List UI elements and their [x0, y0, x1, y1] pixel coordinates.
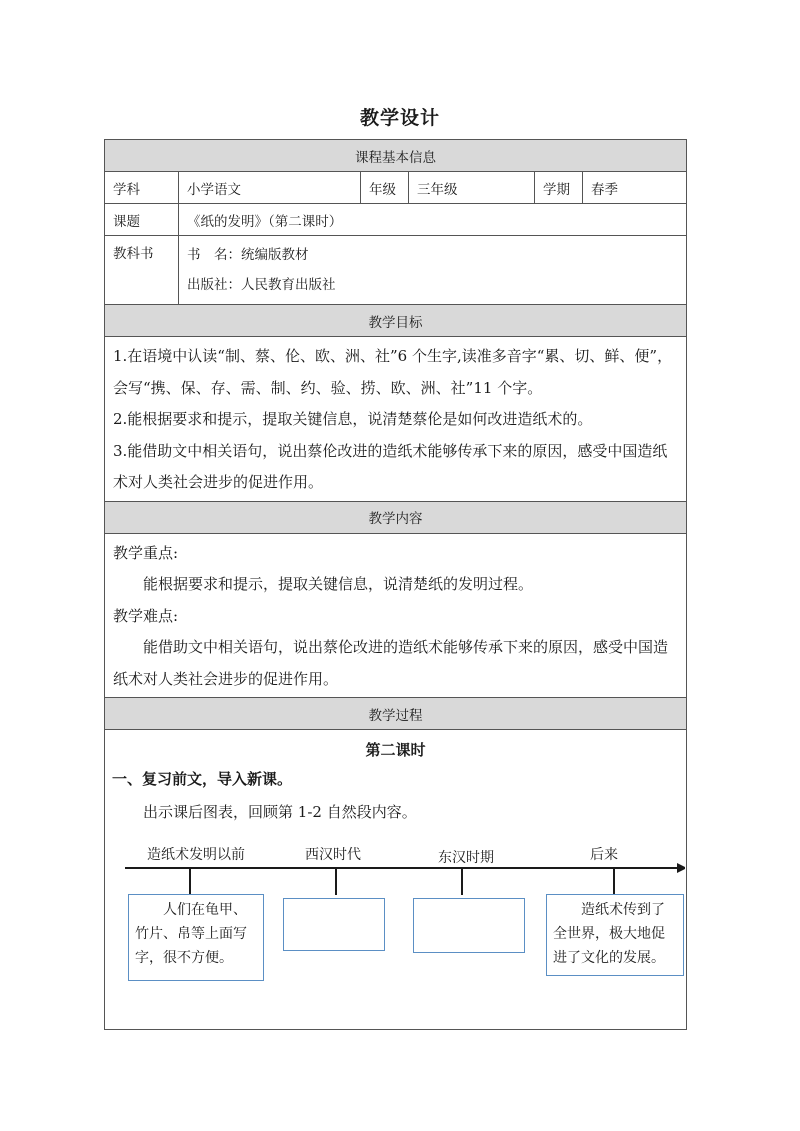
- timeline-box-eastern-han: [413, 898, 525, 953]
- topic-label: 课题: [105, 204, 179, 236]
- objectives-cell: [105, 337, 687, 502]
- textbook-label: 教科书: [105, 236, 179, 305]
- timeline-label: 东汉时期: [438, 850, 494, 866]
- textbook-publisher: 出版社：人民教育出版社: [187, 277, 336, 293]
- objective-item: 2.能根据要求和提示，提取关键信息，说清楚蔡伦是如何改进造纸术的。: [113, 410, 593, 428]
- key-point-text: 能根据要求和提示，提取关键信息，说清楚纸的发明过程。: [143, 575, 534, 593]
- section-header-basic-info: 课程基本信息: [105, 140, 687, 172]
- difficulty-text: 能借助文中相关语句，说出蔡伦改进的造纸术能够传承下来的原因，感受中国造纸术对人类社会进步的促进作用。: [113, 638, 669, 688]
- term-value: 春季: [583, 172, 687, 204]
- timeline-box-before: 人们在龟甲、竹片、帛等上面写字，很不方便。: [128, 894, 264, 981]
- objective-item: 1.在语境中认读“制、蔡、伦、欧、洲、社”6 个生字,读准多音字“累、切、鲜、便”，会写“携、保、存、需、制、约、验、捞、欧、洲、社”11 个字。: [113, 347, 673, 397]
- timeline-label: 西汉时代: [305, 847, 361, 863]
- subject-label: 学科: [105, 172, 179, 204]
- section-header-process: 教学过程: [105, 698, 687, 730]
- process-cell: [105, 730, 687, 1030]
- info-row-topic: [105, 204, 687, 236]
- textbook-name: 书 名：统编版教材: [187, 247, 309, 263]
- timeline-arrowhead: [677, 863, 685, 873]
- timeline-label: 后来: [590, 847, 618, 863]
- timeline-label: 造纸术发明以前: [147, 847, 245, 863]
- timeline-box-later: 造纸术传到了全世界，极大地促进了文化的发展。: [546, 894, 684, 976]
- lesson-plan-table: [104, 139, 687, 1030]
- difficulty-label: 教学难点:: [113, 606, 179, 625]
- lesson-title: 第二课时: [365, 741, 426, 759]
- grade-label: 年级: [361, 172, 409, 204]
- timeline-diagram: [105, 730, 685, 1029]
- key-point-label: 教学重点:: [113, 543, 179, 562]
- objective-item: 3.能借助文中相关语句，说出蔡伦改进的造纸术能够传承下来的原因，感受中国造纸术对人类社会进步的促进作用。: [113, 441, 668, 491]
- subject-value: 小学语文: [179, 172, 361, 204]
- topic-value: 《纸的发明》（第二课时）: [179, 204, 687, 236]
- step-title: 一、复习前文，导入新课。: [112, 770, 293, 788]
- grade-value: 三年级: [409, 172, 535, 204]
- page-title: 教学设计: [359, 107, 440, 129]
- info-row-textbook: [105, 236, 687, 305]
- content-cell: [105, 533, 687, 698]
- info-row-subject: [105, 172, 687, 204]
- section-header-objectives: 教学目标: [105, 305, 687, 337]
- section-header-content: 教学内容: [105, 501, 687, 533]
- term-label: 学期: [535, 172, 583, 204]
- timeline-box-western-han: [283, 898, 385, 951]
- step-description: 出示课后图表，回顾第 1-2 自然段内容。: [143, 803, 417, 821]
